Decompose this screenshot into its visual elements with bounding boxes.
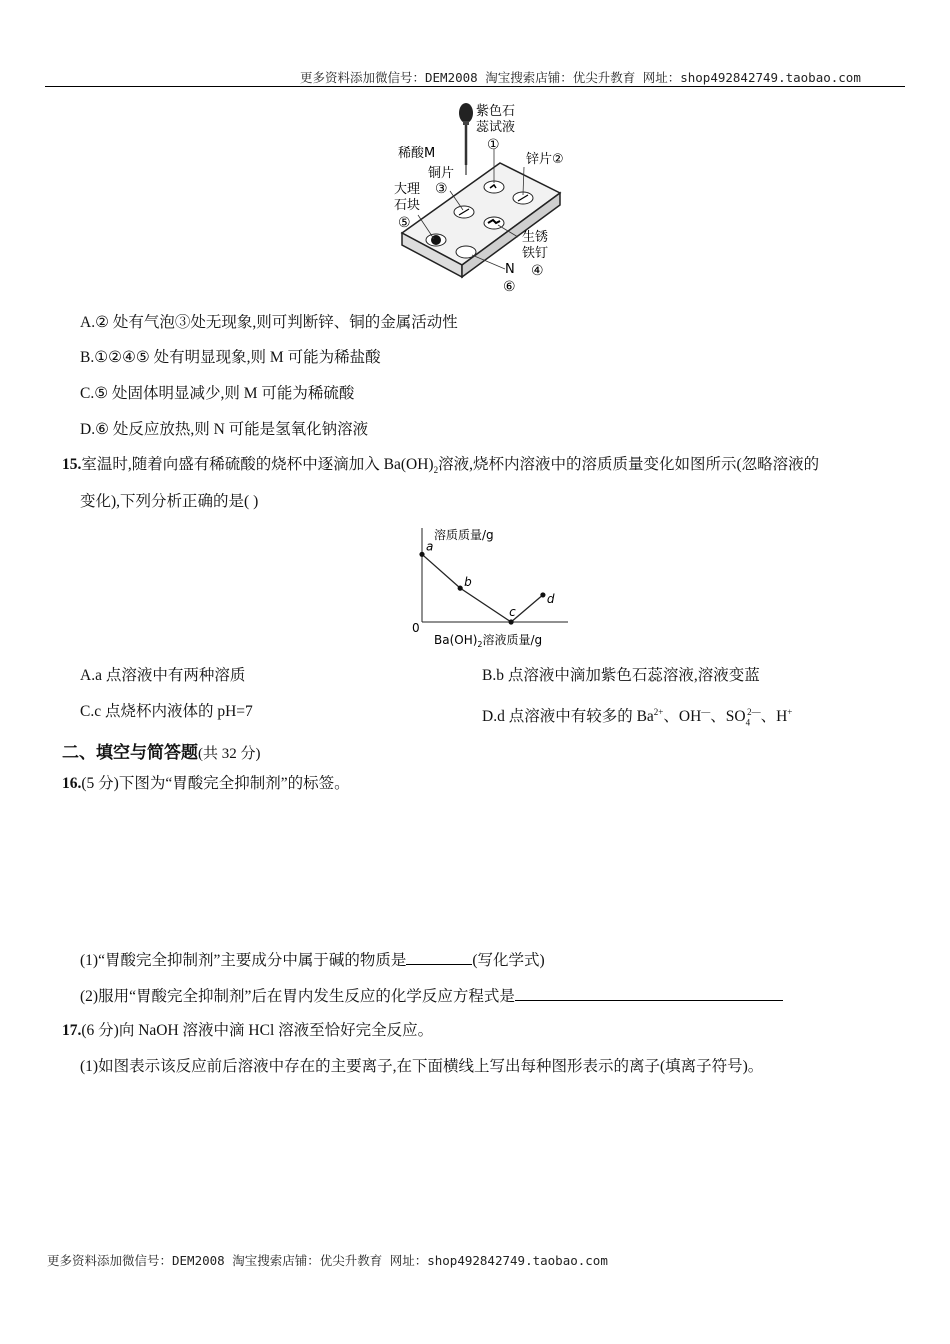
- label-marble-num: ⑤: [398, 215, 411, 231]
- chart-point-label-c: c: [509, 605, 516, 619]
- chart-points: [419, 539, 555, 624]
- chart-lines: [422, 554, 543, 622]
- q15-stem-line1: [62, 455, 819, 480]
- q17-stem: [62, 1021, 433, 1041]
- q16-stem: [62, 774, 350, 794]
- label-marble-1: 大理: [394, 182, 421, 197]
- chart-point-b: [458, 586, 463, 591]
- q17-sub1: (1)如图表示该反应前后溶液中存在的主要离子,在下面横线上写出每种图形表示的离子(填离子符号)。: [80, 1058, 764, 1075]
- spot-plate-figure: [390, 95, 570, 300]
- chart-series-line-2: [511, 595, 543, 622]
- q15-sub: 2: [433, 465, 439, 476]
- q17-number: 17.: [62, 1022, 82, 1039]
- label-marble-2: 石块: [394, 198, 421, 213]
- chart-point-label-d: d: [546, 591, 555, 606]
- q15-d-mid1: 、OH: [663, 708, 702, 726]
- chart-xlabel-post: 溶液质量/g: [482, 633, 543, 647]
- label-nail-1: 生锈: [522, 230, 549, 245]
- label-n: N: [505, 262, 515, 277]
- q15-d-sup2: —: [701, 707, 711, 717]
- section2-score: (共 32 分): [198, 746, 261, 762]
- label-nail-num: ④: [531, 263, 544, 279]
- q16-sub1-a: (1)“胃酸完全抑制剂”主要成分中属于碱的物质是: [80, 952, 407, 969]
- dropper: [459, 103, 473, 175]
- section2-heading: [62, 738, 261, 763]
- q15-stem-line2: 变化),下列分析正确的是( ): [80, 493, 259, 510]
- q16-sub2-text: (2)服用“胃酸完全抑制剂”后在胃内发生反应的化学反应方程式是: [80, 988, 515, 1005]
- q15-option-d: [482, 702, 792, 732]
- q16-text: (5 分)下图为“胃酸完全抑制剂”的标签。: [81, 775, 350, 792]
- q16-sub2: [80, 986, 783, 1007]
- chart-xlabel-pre: Ba(OH): [434, 633, 478, 647]
- well-6: [456, 246, 476, 258]
- q17-text: (6 分)向 NaOH 溶液中滴 HCl 溶液至恰好完全反应。: [81, 1022, 434, 1039]
- q15-option-a: A.a 点溶液中有两种溶质: [80, 667, 246, 684]
- q16-sub1-b: (写化学式): [472, 952, 545, 969]
- q15-option-b: B.b 点溶液中滴加紫色石蕊溶液,溶液变蓝: [482, 667, 760, 684]
- chart-origin: 0: [412, 621, 420, 635]
- chart-xlabel: [434, 632, 542, 649]
- q14-option-d: D.⑥ 处反应放热,则 N 可能是氢氧化钠溶液: [80, 421, 369, 438]
- chart-point-d: [540, 592, 545, 597]
- q14-option-c: C.⑤ 处固体明显减少,则 M 可能为稀硫酸: [80, 385, 355, 402]
- label-copper-num: ③: [435, 181, 448, 197]
- q16-blank-1[interactable]: [406, 950, 472, 965]
- header-rule: [45, 86, 905, 87]
- label-copper: 铜片: [428, 166, 455, 181]
- chart-xlabel-sub: 2: [477, 640, 483, 649]
- label-litmus-1: 紫色石: [476, 104, 516, 119]
- q15-text-a: 室温时,随着向盛有稀硫酸的烧杯中逐滴加入 Ba(OH): [81, 456, 434, 473]
- q15-d-sup1: 2+: [653, 707, 664, 717]
- label-nail-2: 铁钉: [522, 246, 549, 261]
- page-footer: 更多资料添加微信号：DEM2008 淘宝搜索店铺：优尖升教育 网址：shop492842749.taobao.com: [47, 1253, 608, 1268]
- chart-point-a: [419, 552, 424, 557]
- q15-d-sup3: 2—: [747, 707, 761, 717]
- q16-sub1: [80, 950, 545, 971]
- q15-d-mid2: 、SO: [710, 708, 746, 726]
- q14-option-a: A.② 处有气泡③处无现象,则可判断锌、铜的金属活动性: [80, 314, 458, 331]
- page-header: 更多资料添加微信号：DEM2008 淘宝搜索店铺：优尖升教育 网址：shop492842749.taobao.com: [300, 70, 861, 85]
- label-litmus-2: 蕊试液: [476, 120, 516, 135]
- q15-d-pre: D.d 点溶液中有较多的 Ba: [482, 708, 654, 726]
- q14-option-b: B.①②④⑤ 处有明显现象,则 M 可能为稀盐酸: [80, 349, 381, 366]
- chart-axes: [422, 528, 568, 622]
- q15-d-mid3: 、H: [760, 708, 788, 726]
- q15-d-sup4: +: [787, 707, 793, 717]
- q15-text-b: 溶液,烧杯内溶液中的溶质质量变化如图所示(忽略溶液的: [438, 456, 820, 473]
- chart-ylabel: 溶质质量/g: [434, 528, 494, 542]
- chart-point-c: [508, 619, 513, 624]
- q16-blank-2[interactable]: [515, 986, 783, 1001]
- q16-number: 16.: [62, 775, 82, 792]
- q15-option-c: C.c 点烧杯内液体的 pH=7: [80, 703, 253, 720]
- chart-point-label-a: a: [426, 539, 434, 554]
- solute-mass-chart: [408, 522, 570, 650]
- label-zinc: 锌片②: [526, 152, 564, 167]
- label-n-num: ⑥: [503, 279, 516, 295]
- label-litmus-num: ①: [487, 137, 500, 153]
- q15-d-sub: 4: [745, 717, 751, 728]
- q15-number: 15.: [62, 456, 82, 473]
- chart-point-label-b: b: [464, 575, 472, 590]
- label-acid: 稀酸M: [398, 146, 436, 161]
- section2-title: 二、填空与简答题: [62, 743, 198, 762]
